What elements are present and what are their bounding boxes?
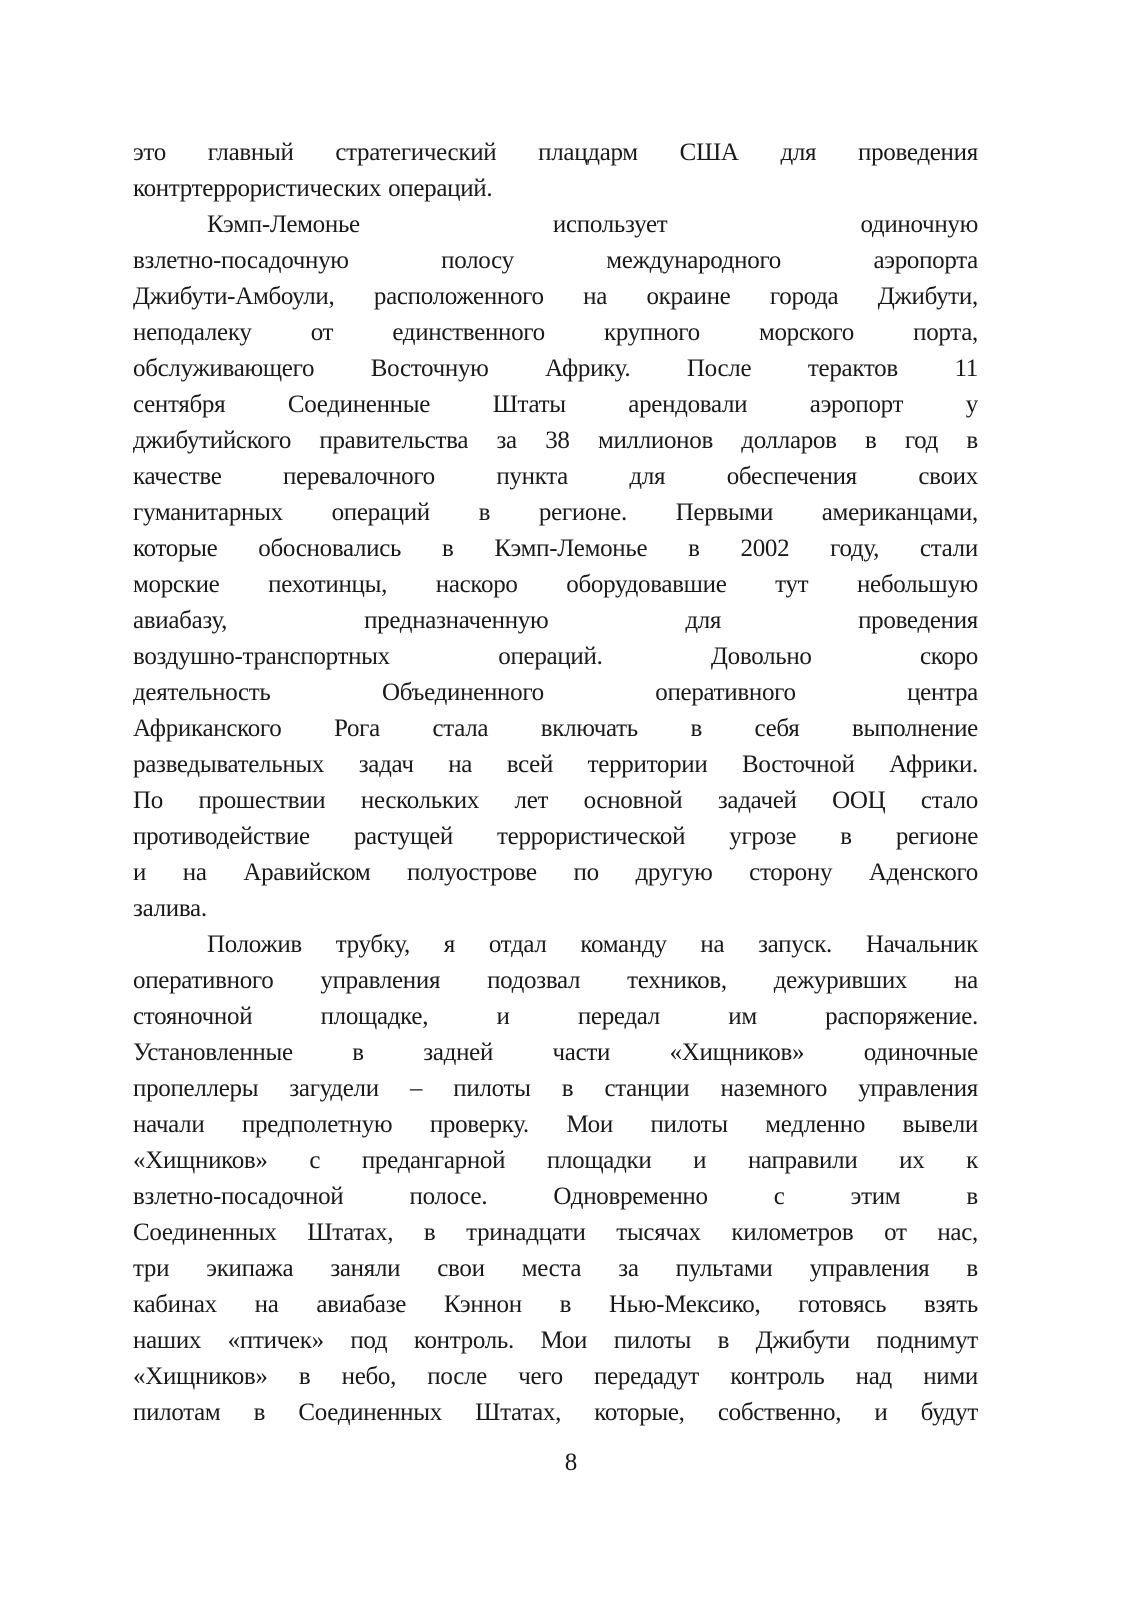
word: аэропорта [873, 247, 978, 274]
text-line [133, 1143, 978, 1179]
word: на [182, 859, 207, 886]
word: году, [830, 535, 880, 562]
word: Кэмп-Лемонье [207, 211, 360, 238]
word: «Хищников» [669, 1039, 805, 1066]
word: Африку. [545, 355, 631, 382]
word: контртеррористических [133, 175, 382, 202]
word: Одновременно [553, 1183, 708, 1210]
word: передадут [594, 1363, 700, 1390]
word: 11 [954, 355, 978, 382]
word: джибутийского [133, 427, 292, 454]
word: в [690, 715, 702, 742]
text-line [133, 891, 978, 927]
word: проверку. [429, 1111, 529, 1138]
word: Восточную [370, 355, 489, 382]
word: направили [747, 1147, 858, 1174]
word: включать [540, 715, 638, 742]
word: предангарной [361, 1147, 506, 1174]
word: готовясь [798, 1291, 887, 1318]
word: После [686, 355, 752, 382]
word: стояночной [133, 1003, 253, 1030]
word: арендовали [628, 391, 748, 418]
word: стратегический [335, 139, 497, 166]
word: с [773, 1183, 785, 1210]
word: Нью-Мексико, [608, 1291, 761, 1318]
word: Мои [566, 1111, 613, 1138]
word: Соединенных [133, 1219, 277, 1246]
word: над [855, 1363, 892, 1390]
word: «птичек» [227, 1327, 324, 1354]
word: для [629, 463, 666, 490]
word: одиночные [863, 1039, 978, 1066]
text-line [133, 279, 978, 315]
word: от [310, 319, 334, 346]
word: в [966, 1255, 978, 1282]
word: Мои [540, 1327, 588, 1354]
word: воздушно-транспортных [133, 643, 390, 670]
word: предназначенную [364, 607, 549, 634]
word: пилоты [650, 1111, 728, 1138]
text-line [133, 135, 978, 171]
word: контроль [730, 1363, 825, 1390]
text-line [133, 459, 978, 495]
word: 2002 [740, 535, 790, 562]
word: регионе. [538, 499, 627, 526]
word: пилоты [613, 1327, 692, 1354]
word: расположенного [373, 283, 544, 310]
text-line [133, 1035, 978, 1071]
word: для [685, 607, 722, 634]
word: «Хищников» [133, 1363, 268, 1390]
word: Аденского [868, 859, 978, 886]
word: поднимут [876, 1327, 978, 1354]
word: пультами [675, 1255, 773, 1282]
word: подозвал [487, 967, 581, 994]
word: Штатах, [475, 1399, 562, 1426]
word: сентября [133, 391, 226, 418]
body-text [133, 135, 978, 1431]
word: проведения [858, 607, 978, 634]
word: окраине [646, 283, 731, 310]
word: за [618, 1255, 639, 1282]
word: передал [577, 1003, 660, 1030]
text-line [133, 387, 978, 423]
word: Штаты [492, 391, 566, 418]
word: километров [731, 1219, 854, 1246]
word: задач [358, 751, 414, 778]
word: деятельность [133, 679, 271, 706]
word: тысячах [616, 1219, 701, 1246]
text-line [133, 603, 978, 639]
word: единственного [392, 319, 545, 346]
word: которые, [594, 1399, 685, 1426]
word: тринадцати [466, 1219, 586, 1246]
word: неподалеку [133, 319, 252, 346]
word: Кэмп-Лемонье [494, 535, 648, 562]
text-line [133, 1179, 978, 1215]
word: Довольно [710, 643, 812, 670]
text-line [133, 1071, 978, 1107]
word: полосу [441, 247, 514, 274]
text-line [133, 1251, 978, 1287]
word: их [899, 1147, 925, 1174]
word: отдал [488, 931, 547, 958]
text-line [133, 207, 978, 243]
word: я [443, 931, 455, 958]
word: ООЦ [832, 787, 886, 814]
word: – [409, 1075, 423, 1102]
word: год [904, 427, 939, 454]
word: нескольких [360, 787, 480, 814]
word: Африки. [889, 751, 978, 778]
word: сторону [749, 859, 833, 886]
word: места [521, 1255, 582, 1282]
word: дежуривших [773, 967, 908, 994]
word: выполнение [852, 715, 978, 742]
word: взлетно-посадочную [133, 247, 349, 274]
word: основной [583, 787, 683, 814]
word: в [253, 1399, 266, 1426]
word: которые [133, 535, 218, 562]
word: взлетно-посадочной [133, 1183, 344, 1210]
word: на [448, 751, 473, 778]
word: к [966, 1147, 978, 1174]
word: скоро [920, 643, 978, 670]
word: команду [580, 931, 667, 958]
text-line [133, 171, 978, 207]
text-line [133, 999, 978, 1035]
word: операций. [388, 175, 493, 202]
word: и [874, 1399, 888, 1426]
word: морского [758, 319, 854, 346]
word: Кэннон [443, 1291, 522, 1318]
word: качестве [133, 463, 222, 490]
text-line [133, 639, 978, 675]
word: 38 [545, 427, 570, 454]
word: техников, [627, 967, 727, 994]
word: в [478, 499, 491, 526]
text-line [133, 927, 978, 963]
word: стало [920, 787, 978, 814]
word: управления [858, 1075, 978, 1102]
word: полуострове [407, 859, 537, 886]
text-line [133, 675, 978, 711]
word: лет [514, 787, 549, 814]
word: в [688, 535, 700, 562]
word: Соединенных [298, 1399, 442, 1426]
word: после [427, 1363, 487, 1390]
word: Начальник [865, 931, 978, 958]
word: загудели [289, 1075, 379, 1102]
text-line [133, 1359, 978, 1395]
word: с [309, 1147, 321, 1174]
word: прошествии [198, 787, 326, 814]
word: Джибути, [877, 283, 978, 310]
word: в [840, 823, 852, 850]
word: в [864, 427, 877, 454]
word: пилоты [453, 1075, 531, 1102]
word: порта, [913, 319, 978, 346]
word: «Хищников» [133, 1147, 268, 1174]
word: стали [919, 535, 978, 562]
word: крупного [603, 319, 700, 346]
word: своих [918, 463, 978, 490]
word: Первыми [675, 499, 774, 526]
text-line [133, 495, 978, 531]
word: кабинах [133, 1291, 217, 1318]
word: обосновались [258, 535, 402, 562]
word: Соединенные [287, 391, 431, 418]
word: медленно [765, 1111, 866, 1138]
word: использует [552, 211, 668, 238]
word: Восточной [742, 751, 855, 778]
word: за [496, 427, 517, 454]
word: в [298, 1363, 311, 1390]
word: по [573, 859, 599, 886]
word: на [583, 283, 608, 310]
word: нас, [937, 1219, 978, 1246]
text-line [133, 747, 978, 783]
word: противодействие [133, 823, 310, 850]
word: небо, [341, 1363, 397, 1390]
word: на [954, 967, 978, 994]
word: на [700, 931, 725, 958]
word: долларов [741, 427, 837, 454]
word: распоряжение. [825, 1003, 978, 1030]
word: управления [320, 967, 441, 994]
word: центра [907, 679, 978, 706]
word: терактов [807, 355, 898, 382]
word: американцами, [821, 499, 978, 526]
word: в [966, 1183, 978, 1210]
word: собственно, [717, 1399, 842, 1426]
word: запуск. [758, 931, 832, 958]
text-line [133, 711, 978, 747]
word: экипажа [206, 1255, 294, 1282]
word: города [769, 283, 839, 310]
word: Штатах, [307, 1219, 394, 1246]
word: оперативного [655, 679, 796, 706]
word: чего [518, 1363, 563, 1390]
word: площадке, [320, 1003, 429, 1030]
word: контроль. [413, 1327, 514, 1354]
word: плацдарм [538, 139, 638, 166]
word: угрозе [729, 823, 797, 850]
word: перевалочного [283, 463, 435, 490]
word: в [423, 1219, 436, 1246]
word: это [133, 139, 166, 166]
word: от [884, 1219, 907, 1246]
word: стала [432, 715, 489, 742]
word: в [966, 427, 978, 454]
word: Установленные [133, 1039, 293, 1066]
word: оперативного [133, 967, 274, 994]
word: операций. [498, 643, 603, 670]
word: трубку, [335, 931, 410, 958]
text-line [133, 1323, 978, 1359]
word: террористической [497, 823, 686, 850]
word: площадки [546, 1147, 652, 1174]
word: задней [423, 1039, 494, 1066]
text-line [133, 531, 978, 567]
text-line [133, 1107, 978, 1143]
text-line [133, 1395, 978, 1431]
word: миллионов [597, 427, 713, 454]
word: правительства [319, 427, 469, 454]
text-line [133, 1287, 978, 1323]
word: авиабазе [316, 1291, 407, 1318]
word: ними [923, 1363, 978, 1390]
word: и [496, 1003, 510, 1030]
word: По [133, 787, 163, 814]
word: аэропорт [809, 391, 904, 418]
word: небольшую [856, 571, 978, 598]
word: всей [506, 751, 554, 778]
word: другую [635, 859, 713, 886]
text-line [133, 351, 978, 387]
word: и [693, 1147, 707, 1174]
word: Рога [334, 715, 380, 742]
word: пехотинцы, [268, 571, 388, 598]
word: авиабазу, [133, 607, 228, 634]
word: предполетную [241, 1111, 393, 1138]
word: вывели [902, 1111, 978, 1138]
word: оборудовавшие [566, 571, 727, 598]
word: для [780, 139, 817, 166]
text-line [133, 855, 978, 891]
word: свои [437, 1255, 485, 1282]
word: себя [754, 715, 800, 742]
word: начали [133, 1111, 205, 1138]
word: управления [809, 1255, 930, 1282]
word: США [679, 139, 739, 166]
word: проведения [858, 139, 978, 166]
word: Объединенного [381, 679, 544, 706]
word: части [552, 1039, 611, 1066]
text-line [133, 819, 978, 855]
word: одиночную [860, 211, 978, 238]
word: обслуживающего [133, 355, 315, 382]
word: растущей [353, 823, 453, 850]
word: будут [920, 1399, 978, 1426]
word: Африканского [133, 715, 282, 742]
page-number: 8 [564, 1449, 578, 1476]
word: залива. [133, 895, 207, 922]
word: и [133, 859, 147, 886]
word: регионе [895, 823, 978, 850]
word: в [717, 1327, 730, 1354]
word: наскоро [435, 571, 518, 598]
word: Джибути-Амбоули, [133, 283, 335, 310]
text-line [133, 783, 978, 819]
word: пункта [496, 463, 568, 490]
word: под [350, 1327, 388, 1354]
word: территории [587, 751, 708, 778]
word: в [561, 1075, 574, 1102]
word: взять [923, 1291, 978, 1318]
word: международного [606, 247, 781, 274]
word: заняли [330, 1255, 401, 1282]
word: в [442, 535, 454, 562]
word: наших [133, 1327, 202, 1354]
word: станции [604, 1075, 690, 1102]
word: полосе. [409, 1183, 488, 1210]
word: у [965, 391, 978, 418]
word: пилотам [133, 1399, 221, 1426]
text-line [133, 423, 978, 459]
word: тут [775, 571, 809, 598]
text-line [133, 1215, 978, 1251]
word: Положив [207, 931, 302, 958]
text-line [133, 963, 978, 999]
word: на [254, 1291, 279, 1318]
word: главный [207, 139, 294, 166]
word: пропеллеры [133, 1075, 259, 1102]
word: обеспечения [726, 463, 857, 490]
word: в [352, 1039, 364, 1066]
word: три [133, 1255, 170, 1282]
word: морские [133, 571, 220, 598]
word: задачей [717, 787, 797, 814]
word: в [559, 1291, 572, 1318]
word: наземного [720, 1075, 828, 1102]
word: этим [850, 1183, 901, 1210]
word: гуманитарных [133, 499, 283, 526]
text-line [133, 243, 978, 279]
word: Аравийском [243, 859, 371, 886]
word: разведывательных [133, 751, 325, 778]
text-line [133, 315, 978, 351]
word: Джибути [755, 1327, 850, 1354]
text-line [133, 567, 978, 603]
word: им [728, 1003, 757, 1030]
word: операций [331, 499, 430, 526]
